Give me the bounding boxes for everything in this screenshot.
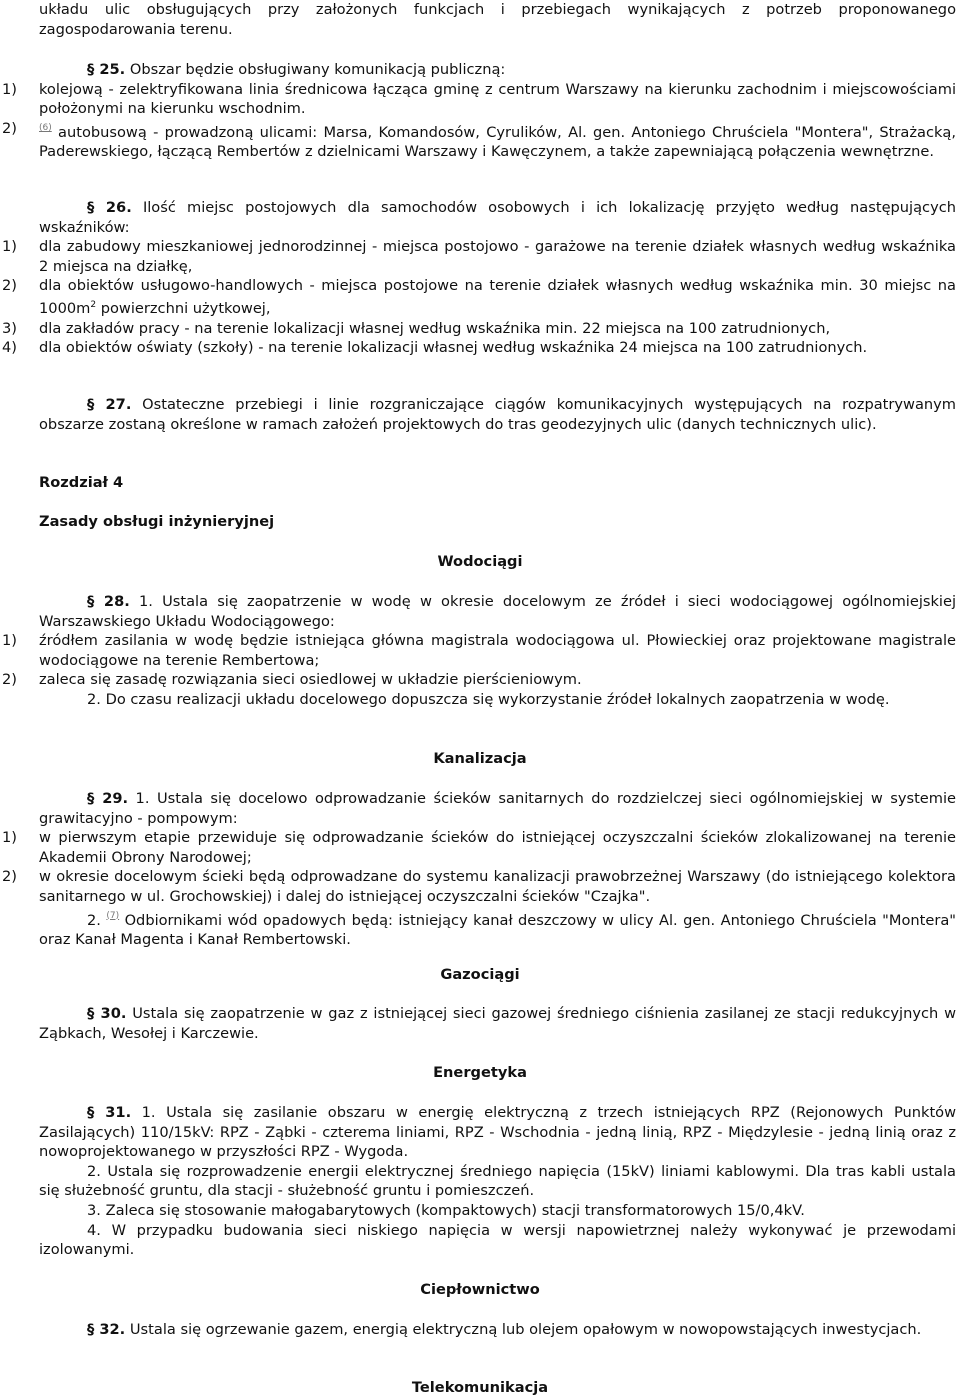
item-text: w okresie docelowym ścieki będą odprowadzane do systemu kanalizacji prawobrzeżnej Warszawy (do istniejącego kolektora sanitarnego w ul. Grochowskiej) i dalej do istniejącej oczyszczalni ścieków "Czajka". <box>39 868 956 905</box>
paragraph-number: 4. <box>87 1221 101 1239</box>
section-29-p1-text: Ustala się docelowo odprowadzanie ścieków sanitarnych do rozdzielczej sieci ogólnomiejskiej w systemie grawitacyjno - pompowym: <box>39 790 957 827</box>
section-28-p1-text: Ustala się zaopatrzenie w wodę w okresie docelowym ze źródeł i sieci wodociągowej ogólnomiejskiej Warszawskiego Układu Wodociągowego: <box>39 593 957 630</box>
section-29-item-2 <box>0 867 960 906</box>
section-30-paragraph <box>0 1004 960 1043</box>
section-32-text: Ustala się ogrzewanie gazem, energią elektryczną lub olejem opałowym w nowopowstających inwestycjach. <box>129 1321 922 1338</box>
section-26-item-2 <box>0 276 960 318</box>
section-32-paragraph <box>0 1320 960 1340</box>
section-31-p2 <box>0 1162 960 1201</box>
item-number: 1) <box>2 238 17 256</box>
section-25-item-2 <box>0 119 960 162</box>
section-31-p3-text: Zaleca się stosowanie małogabarytowych (kompaktowych) stacji transformatorowych 15/0,4kV. <box>105 1201 805 1219</box>
section-27-text: Ostateczne przebiegi i linie rozgraniczające ciągów komunikacyjnych występujących na rozpatrywanym obszarze zostaną określone w ramach założeń projektowych do tras geodezyjnych ulic (danych technicznych ulic). <box>39 396 956 433</box>
section-26-label: § 26. <box>87 199 132 216</box>
section-28-item-2 <box>0 670 960 690</box>
item-text: dla zakładów pracy - na terenie lokalizacji własnej według wskaźnika min. 22 miejsca na 100 zatrudnionych, <box>39 319 831 337</box>
intro-text: układu ulic obsługujących przy założonych funkcjach i przebiegach wynikających z potrzeb proponowanego zagospodarowania terenu. <box>39 1 956 38</box>
paragraph-number: 1. <box>135 790 150 807</box>
section-31-p1-text: Ustala się zasilanie obszaru w energię elektryczną z trzech istniejących RPZ (Rejonowych Punktów Zasilających) 110/15kV: RPZ - Ząbki - czterema liniami, RPZ - Wschodnia - jedną linią, RPZ - Międzylesie - jedną linią oraz z nowoprojektowanego w przyszłości RPZ - Wygoda. <box>39 1104 957 1161</box>
item-text: dla zabudowy mieszkaniowej jednorodzinnej - miejsca postojowo - garażowe na terenie działek własnych według wskaźnika 2 miejsca na działkę, <box>39 238 956 275</box>
item-text: w pierwszym etapie przewiduje się odprowadzanie ścieków do istniejącej oczyszczalni ścieków zlokalizowanej na terenie Akademii Obrony Narodowej; <box>39 829 956 866</box>
paragraph-number: 1. <box>141 1104 156 1121</box>
heading-wodociagi: Wodociągi <box>437 553 523 570</box>
heading-energetyka: Energetyka <box>433 1064 527 1081</box>
section-29-p2-text: Odbiornikami wód opadowych będą: istniejący kanał deszczowy w ulicy Al. gen. Antoniego Chruściela "Montera" oraz Kanał Magenta i Kanał Rembertowski. <box>39 911 957 949</box>
footnote-7-link[interactable]: (7) <box>106 910 120 921</box>
chapter-number: Rozdział 4 <box>39 474 124 491</box>
item-number: 4) <box>2 339 17 357</box>
item-text: autobusową - prowadzoną ulicami: Marsa, Komandosów, Cyrulików, Al. gen. Antoniego Chruściela "Montera", Strażacką, Paderewskiego, łączącą Rembertów z dzielnicami Warszawy i Kawęczynem, a także zapewniającą połączenia wewnętrzne. <box>39 123 957 161</box>
section-26-item-4 <box>0 338 960 358</box>
section-27-label: § 27. <box>87 396 132 413</box>
section-27 <box>0 395 960 434</box>
heading-telekomunikacja: Telekomunikacja <box>411 1379 549 1396</box>
section-25-text: Obszar będzie obsługiwany komunikacją publiczną: <box>129 61 506 78</box>
section-25-label: § 25. <box>87 61 126 78</box>
heading-kanalizacja: Kanalizacja <box>433 750 527 767</box>
section-25-intro <box>0 60 960 80</box>
item-number: 2) <box>2 671 17 689</box>
chapter-title: Zasady obsługi inżynieryjnej <box>39 513 275 530</box>
footnote-6-link[interactable]: (6) <box>39 122 52 133</box>
section-30-label: § 30. <box>87 1005 127 1022</box>
item-number: 1) <box>2 632 17 650</box>
section-31-p1 <box>0 1103 960 1162</box>
item-number: 1) <box>2 829 17 847</box>
item-text: kolejową - zelektryfikowana linia średnicowa łącząca gminę z centrum Warszawy na kierunku zachodnim i miejscowościami położonymi na kierunku wschodnim. <box>39 80 956 118</box>
item-number: 3) <box>2 319 17 337</box>
item-text-a: dla obiektów usługowo-handlowych - miejsca postojowe na terenie działek własnych według wskaźnika min. 30 miejsc na 1000m <box>39 277 956 317</box>
section-31-p3 <box>0 1201 960 1221</box>
section-25-item-1 <box>0 80 960 119</box>
section-25 <box>0 60 960 162</box>
item-text-b: powierzchni użytkowej, <box>96 299 271 317</box>
section-29 <box>0 789 960 950</box>
section-32-label: § 32. <box>87 1321 126 1338</box>
section-31-p4 <box>0 1221 960 1260</box>
section-26-text: Ilość miejsc postojowych dla samochodów osobowych i ich lokalizację przyjęto według następujących wskaźników: <box>39 199 956 236</box>
section-29-item-1 <box>0 828 960 867</box>
paragraph-number: 1. <box>138 593 153 610</box>
paragraph-number: 2. <box>87 1162 101 1180</box>
intro-paragraph <box>0 0 960 39</box>
section-26-item-3 <box>0 319 960 339</box>
section-29-p1 <box>0 789 960 828</box>
paragraph-number: 3. <box>87 1201 101 1219</box>
item-number: 2) <box>2 868 17 886</box>
section-27-paragraph <box>0 395 960 434</box>
item-text: dla obiektów oświaty (szkoły) - na terenie lokalizacji własnej według wskaźnika 24 miejsca na 100 zatrudnionych. <box>39 339 868 357</box>
section-31-p2-text: Ustala się rozprowadzenie energii elektrycznej średniego napięcia (15kV) liniami kablowymi. Dla tras kabli ustala się służebność gruntu, dla stacji - służebność gruntu i pomieszczeń. <box>39 1162 956 1200</box>
section-29-p2 <box>0 907 960 950</box>
section-31-p4-text: W przypadku budowania sieci niskiego napięcia w wersji napowietrznej należy wykonywać je przewodami izolowanymi. <box>39 1221 956 1259</box>
section-31-label: § 31. <box>87 1104 132 1121</box>
section-28-item-1 <box>0 631 960 670</box>
paragraph-number: 2. <box>87 690 101 708</box>
section-30 <box>0 1004 960 1043</box>
heading-cieplownictwo: Ciepłownictwo <box>420 1281 540 1298</box>
heading-gazociagi: Gazociągi <box>440 966 520 983</box>
section-28-label: § 28. <box>87 593 130 610</box>
section-28-p1 <box>0 592 960 631</box>
section-26-item-1 <box>0 237 960 276</box>
section-28-p2-text: Do czasu realizacji układu docelowego dopuszcza się wykorzystanie źródeł lokalnych zaopatrzenia w wodę. <box>105 690 890 708</box>
item-number: 1) <box>2 80 17 98</box>
section-26 <box>0 198 960 358</box>
item-text: źródłem zasilania w wodę będzie istniejąca główna magistrala wodociągowa ul. Płowieckiej oraz projektowane magistrale wodociągowe na terenie Rembertowa; <box>39 632 956 669</box>
paragraph-number: 2. <box>87 911 101 929</box>
section-26-intro <box>0 198 960 237</box>
item-number: 2) <box>2 277 17 295</box>
section-29-label: § 29. <box>87 790 129 807</box>
superscript-2: 2 <box>90 299 97 310</box>
section-32 <box>0 1320 960 1340</box>
section-28 <box>0 592 960 710</box>
item-number: 2) <box>2 119 17 137</box>
section-28-p2 <box>0 690 960 710</box>
item-text: zaleca się zasadę rozwiązania sieci osiedlowej w układzie pierścieniowym. <box>39 671 582 689</box>
section-31 <box>0 1103 960 1260</box>
section-30-text: Ustala się zaopatrzenie w gaz z istniejącej sieci gazowej średniego ciśnienia zasilanej ze stacji redukcyjnych w Ząbkach, Wesołej i Karczewie. <box>39 1005 957 1042</box>
